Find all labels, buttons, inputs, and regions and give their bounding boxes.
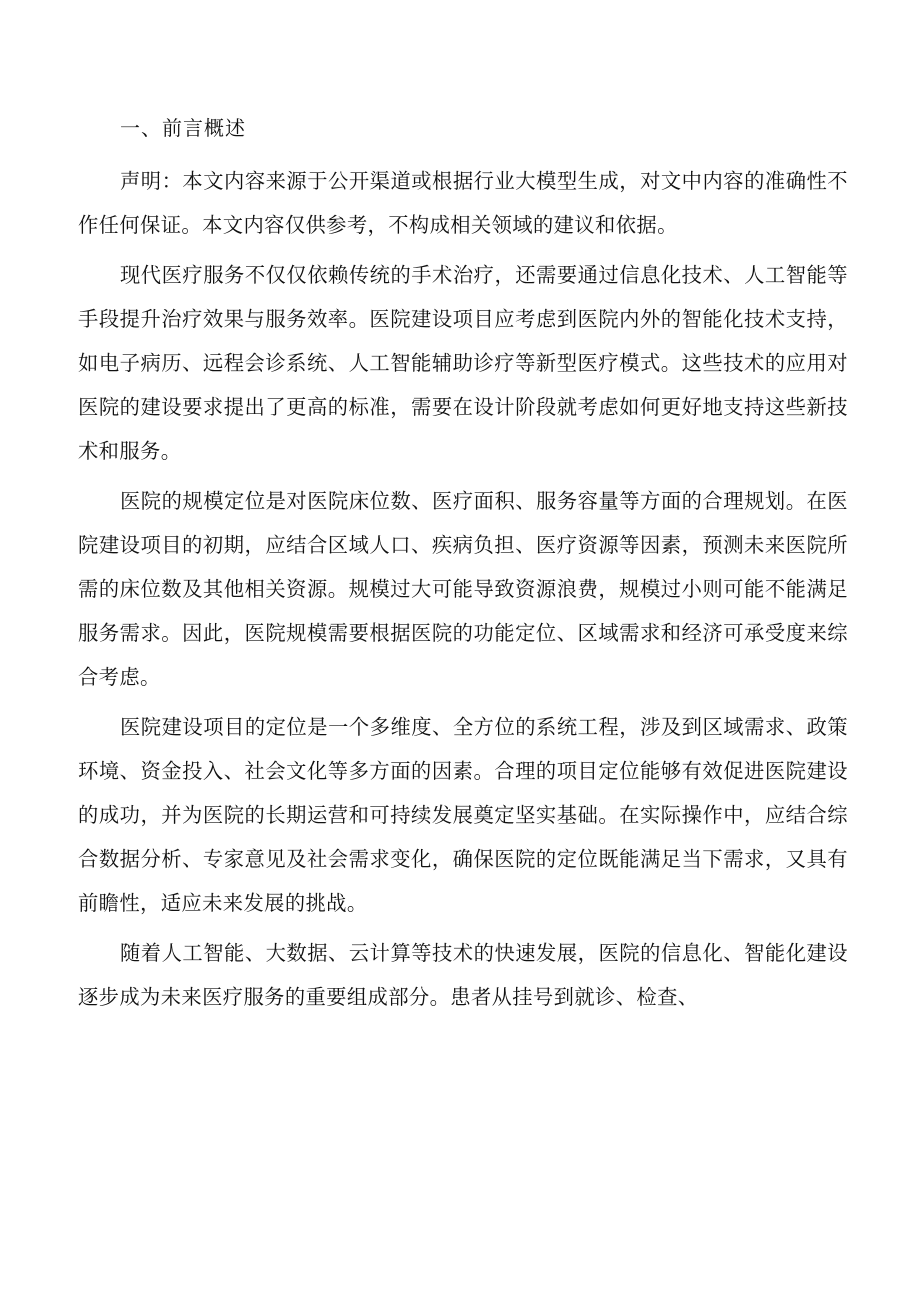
section-heading: 一、前言概述: [120, 116, 246, 140]
body-paragraph: 随着人工智能、大数据、云计算等技术的快速发展，医院的信息化、智能化建设逐步成为未来医疗服务的重要组成部分。患者从挂号到就诊、检查、: [78, 941, 848, 1009]
body-paragraph: 医院建设项目的定位是一个多维度、全方位的系统工程，涉及到区域需求、政策环境、资金投入、社会文化等多方面的因素。合理的项目定位能够有效促进医院建设的成功，并为医院的长期运营和可持续发展奠定坚实基础。在实际操作中，应结合综合数据分析、专家意见及社会需求变化，确保医院的定位既能满足当下需求，又具有前瞻性，适应未来发展的挑战。: [78, 715, 848, 915]
body-paragraph: 医院的规模定位是对医院床位数、医疗面积、服务容量等方面的合理规划。在医院建设项目的初期，应结合区域人口、疾病负担、医疗资源等因素，预测未来医院所需的床位数及其他相关资源。规模过大可能导致资源浪费，规模过小则可能不能满足服务需求。因此，医院规模需要根据医院的功能定位、区域需求和经济可承受度来综合考虑。: [78, 489, 848, 689]
document-body: [78, 108, 848, 1025]
disclaimer-paragraph: 声明：本文内容来源于公开渠道或根据行业大模型生成，对文中内容的准确性不作任何保证。本文内容仅供参考，不构成相关领域的建议和依据。: [78, 169, 848, 237]
body-paragraph: 现代医疗服务不仅仅依赖传统的手术治疗，还需要通过信息化技术、人工智能等手段提升治疗效果与服务效率。医院建设项目应考虑到医院内外的智能化技术支持，如电子病历、远程会诊系统、人工智能辅助诊疗等新型医疗模式。这些技术的应用对医院的建设要求提出了更高的标准，需要在设计阶段就考虑如何更好地支持这些新技术和服务。: [78, 263, 848, 463]
